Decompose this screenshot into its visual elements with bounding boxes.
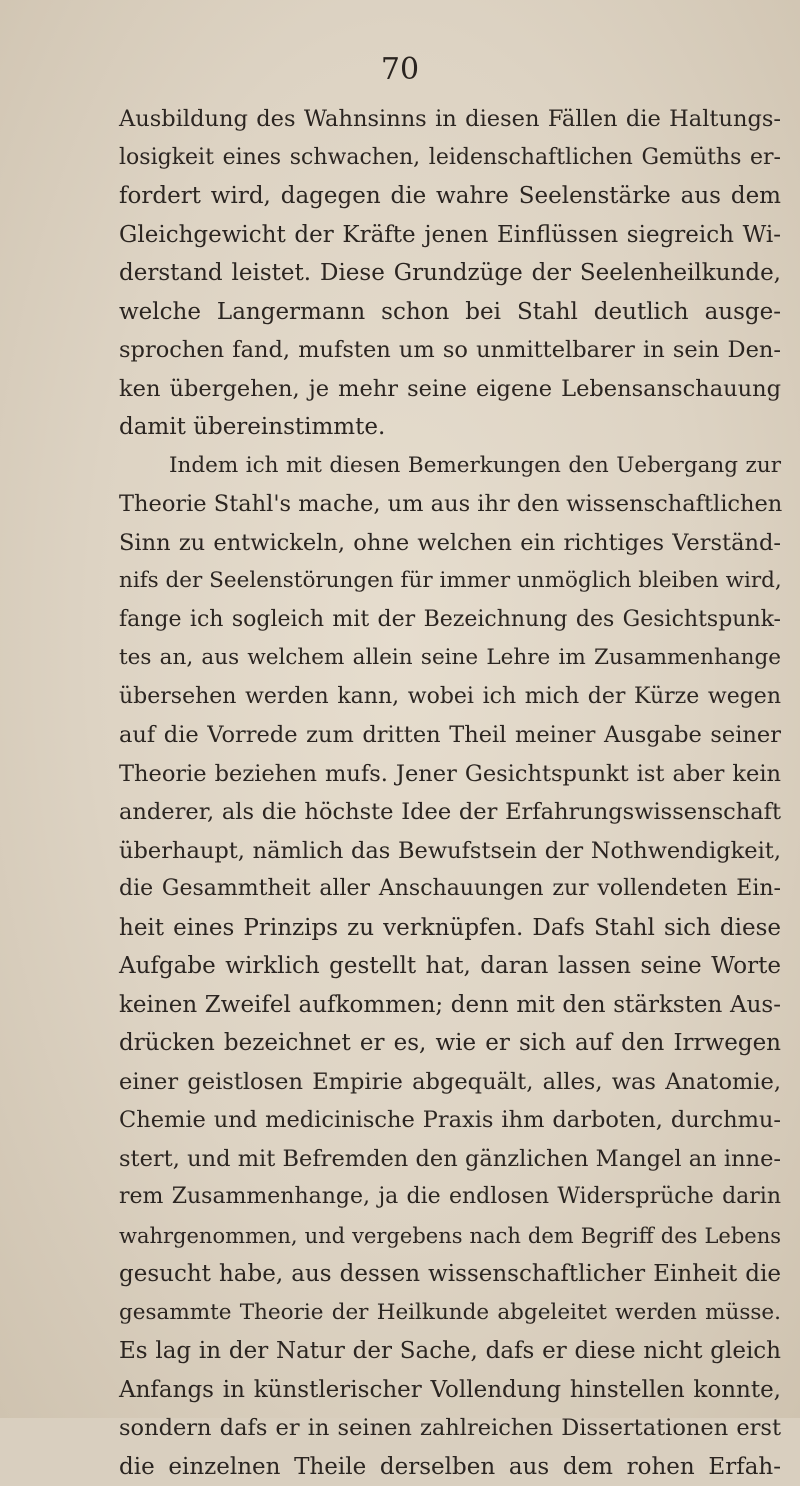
text-line: gesammte Theorie der Heilkunde abgeleitet werden müsse. — [119, 1294, 781, 1333]
text-line: ken übergehen, je mehr seine eigene Lebensanschauung — [119, 370, 781, 409]
text-line: tes an, aus welchem allein seine Lehre im Zusammenhange — [119, 639, 781, 678]
text-line: Es lag in der Natur der Sache, dafs er diese nicht gleich — [119, 1332, 781, 1371]
text-line: übersehen werden kann, wobei ich mich der Kürze wegen — [119, 678, 781, 717]
text-line: sprochen fand, mufsten um so unmittelbarer in sein Den- — [119, 331, 781, 370]
text-line: Chemie und medicinische Praxis ihm darboten, durchmu- — [119, 1101, 781, 1140]
text-line: damit übereinstimmte. — [119, 408, 781, 447]
text-line: stert, und mit Befremden den gänzlichen Mangel an inne- — [119, 1140, 781, 1179]
text-line: Ausbildung des Wahnsinns in diesen Fällen die Haltungs- — [119, 100, 781, 139]
text-line: Indem ich mit diesen Bemerkungen den Uebergang zur — [119, 447, 781, 486]
text-line: Anfangs in künstlerischer Vollendung hinstellen konnte, — [119, 1371, 781, 1410]
body-text — [119, 100, 781, 1486]
text-line: die Gesammtheit aller Anschauungen zur vollendeten Ein- — [119, 870, 781, 909]
text-line: losigkeit eines schwachen, leidenschaftlichen Gemüths er- — [119, 139, 781, 178]
text-line: fange ich sogleich mit der Bezeichnung des Gesichtspunk- — [119, 601, 781, 640]
text-line: heit eines Prinzips zu verknüpfen. Dafs Stahl sich diese — [119, 909, 781, 948]
text-line: drücken bezeichnet er es, wie er sich auf den Irrwegen — [119, 1024, 781, 1063]
text-line: sondern dafs er in seinen zahlreichen Dissertationen erst — [119, 1409, 781, 1448]
text-line: fordert wird, dagegen die wahre Seelenstärke aus dem — [119, 177, 781, 216]
text-line: auf die Vorrede zum dritten Theil meiner Ausgabe seiner — [119, 716, 781, 755]
text-line: derstand leistet. Diese Grundzüge der Seelenheilkunde, — [119, 254, 781, 293]
text-line: anderer, als die höchste Idee der Erfahrungswissenschaft — [119, 793, 781, 832]
text-line: überhaupt, nämlich das Bewufstsein der Nothwendigkeit, — [119, 832, 781, 871]
text-line: keinen Zweifel aufkommen; denn mit den stärksten Aus- — [119, 986, 781, 1025]
text-line: nifs der Seelenstörungen für immer unmöglich bleiben wird, — [119, 562, 781, 601]
text-line: welche Langermann schon bei Stahl deutlich ausge- — [119, 293, 781, 332]
text-line: die einzelnen Theile derselben aus dem rohen Erfah- — [119, 1448, 781, 1486]
text-line: Sinn zu entwickeln, ohne welchen ein richtiges Verständ- — [119, 524, 781, 563]
text-line: rem Zusammenhange, ja die endlosen Widersprüche darin — [119, 1178, 781, 1217]
text-line: Theorie beziehen mufs. Jener Gesichtspunkt ist aber kein — [119, 755, 781, 794]
text-line: Theorie Stahl's mache, um aus ihr den wissenschaftlichen — [119, 485, 781, 524]
text-line: Gleichgewicht der Kräfte jenen Einflüssen siegreich Wi- — [119, 216, 781, 255]
text-line: einer geistlosen Empirie abgequält, alles, was Anatomie, — [119, 1063, 781, 1102]
text-line: gesucht habe, aus dessen wissenschaftlicher Einheit die — [119, 1255, 781, 1294]
page-number: 70 — [0, 52, 800, 87]
text-line: wahrgenommen, und vergebens nach dem Begriff des Lebens — [119, 1217, 781, 1256]
text-line: Aufgabe wirklich gestellt hat, daran lassen seine Worte — [119, 947, 781, 986]
